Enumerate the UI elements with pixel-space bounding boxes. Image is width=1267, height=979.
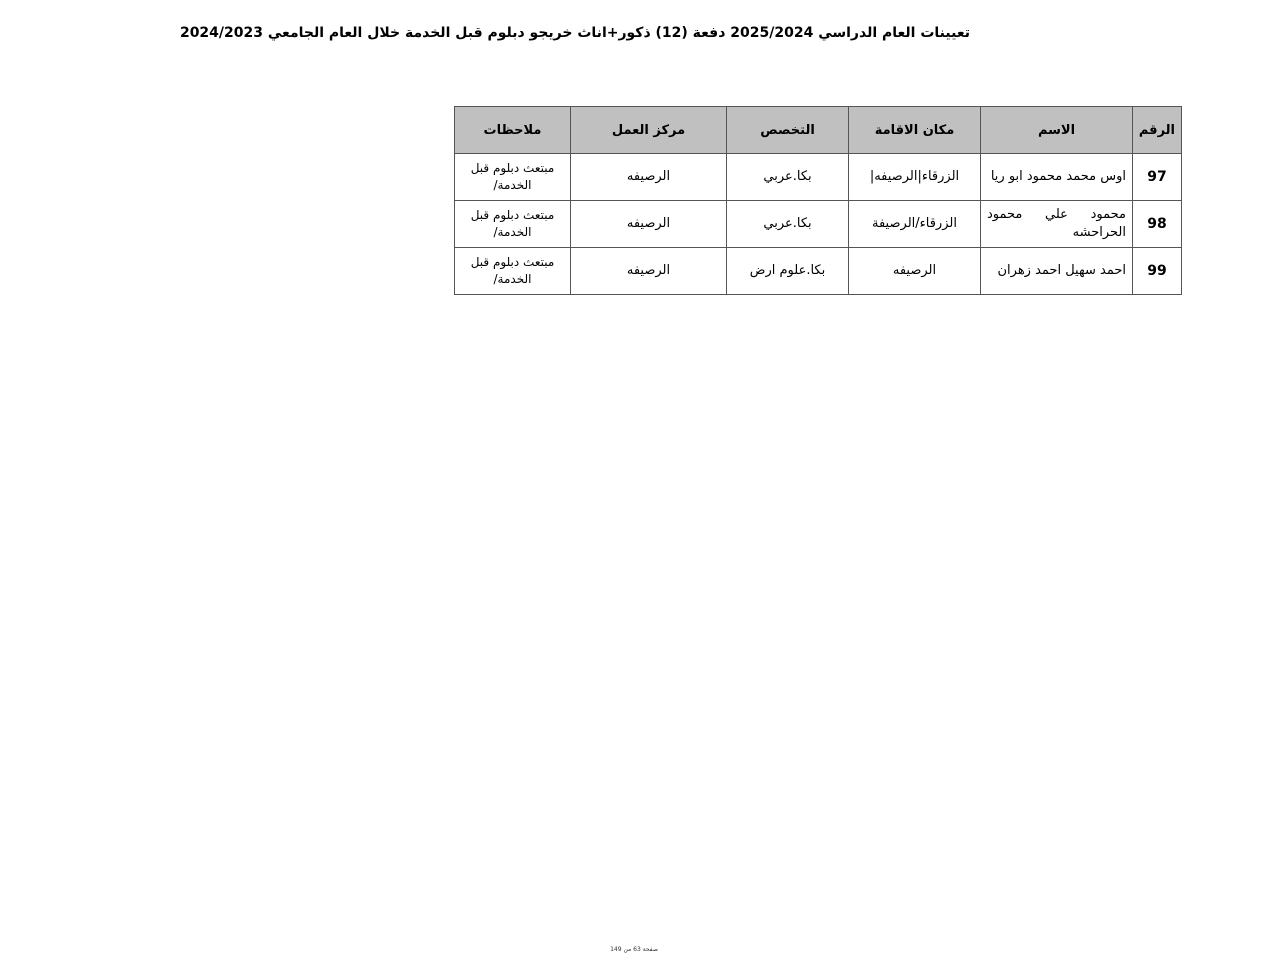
- cell-work-center: الرصيفه: [571, 154, 727, 201]
- header-name: الاسم: [981, 107, 1133, 154]
- table-row: [455, 154, 1182, 201]
- cell-residence: الزرقاء/الرصيفة: [849, 201, 981, 248]
- header-specialization: التخصص: [727, 107, 849, 154]
- header-notes: ملاحظات: [455, 107, 571, 154]
- cell-name: اوس محمد محمود ابو ريا: [981, 154, 1133, 201]
- assignments-table: [454, 106, 1182, 295]
- cell-name: محمود علي محمود الحراحشه: [981, 201, 1133, 248]
- cell-work-center: الرصيفه: [571, 201, 727, 248]
- header-work-center: مركز العمل: [571, 107, 727, 154]
- cell-number: 98: [1133, 201, 1182, 248]
- table-header-row: [455, 107, 1182, 154]
- cell-name: احمد سهيل احمد زهران: [981, 248, 1133, 295]
- cell-specialization: بكا.علوم ارض: [727, 248, 849, 295]
- header-number: الرقم: [1133, 107, 1182, 154]
- assignments-table-container: [455, 106, 1182, 295]
- table-row: [455, 248, 1182, 295]
- cell-specialization: بكا.عربي: [727, 154, 849, 201]
- cell-residence: الزرقاء|الرصيفه|: [849, 154, 981, 201]
- cell-specialization: بكا.عربي: [727, 201, 849, 248]
- cell-residence: الرصيفه: [849, 248, 981, 295]
- cell-number: 97: [1133, 154, 1182, 201]
- cell-notes: مبتعث دبلوم قبل الخدمة/: [455, 154, 571, 201]
- cell-notes: مبتعث دبلوم قبل الخدمة/: [455, 201, 571, 248]
- cell-notes: مبتعث دبلوم قبل الخدمة/: [455, 248, 571, 295]
- table-row: [455, 201, 1182, 248]
- cell-number: 99: [1133, 248, 1182, 295]
- cell-work-center: الرصيفه: [571, 248, 727, 295]
- page-number-footer: صفحة 63 من 149: [610, 946, 658, 953]
- header-residence: مكان الاقامة: [849, 107, 981, 154]
- document-title: تعيينات العام الدراسي 2025/2024 دفعة (12) ذكور+اناث خريجو دبلوم قبل الخدمة خلال العام الجامعي 2024/2023: [179, 25, 970, 41]
